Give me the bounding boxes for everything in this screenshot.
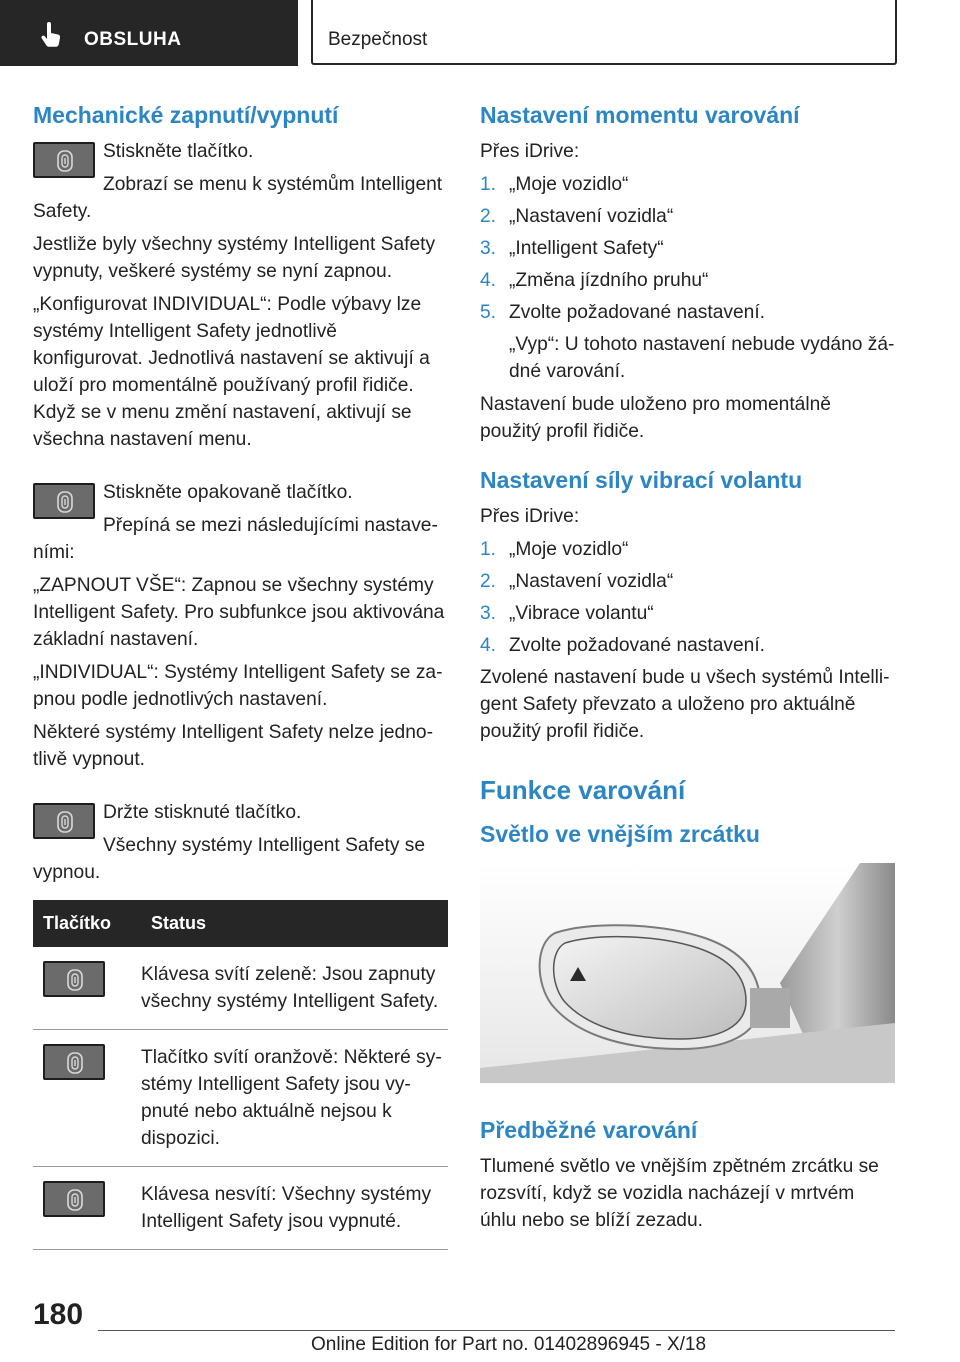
intelligent-safety-icon xyxy=(66,969,84,991)
intelligent-safety-icon xyxy=(56,811,74,833)
steps-list-2 xyxy=(480,536,895,659)
paragraph-1: Jestliže byly všechny systémy Intelligent Safety vypnuty, veškeré systémy se nyní zapnou. xyxy=(33,234,436,282)
tab-obsluha[interactable] xyxy=(0,0,298,69)
tab-obsluha-label: OBSLUHA xyxy=(84,29,182,50)
intelligent-safety-button-image xyxy=(43,961,105,997)
intelligent-safety-button-image xyxy=(43,1044,105,1080)
button-instruction-1 xyxy=(33,138,448,225)
paragraph-saved-2: Zvolené nastavení bude u všech systémů Intelligent Safety převzato a uloženo pro aktuálně použitý profil řidiče. xyxy=(480,667,890,742)
steps-list-1 xyxy=(480,171,895,326)
intelligent-safety-button-image xyxy=(33,483,95,519)
via-idrive-2: Přes iDrive: xyxy=(480,506,580,527)
list-item: 3. „Intelligent Safety“ xyxy=(480,238,664,259)
intelligent-safety-button-image xyxy=(33,803,95,839)
page-number: 180 xyxy=(33,1298,84,1331)
b2-line2: Přepíná se mezi následujícími nastaveními: xyxy=(33,515,438,563)
intelligent-safety-icon xyxy=(56,150,74,172)
button-instruction-2 xyxy=(33,479,448,566)
b3-line1: Držte stisknuté tlačítko. xyxy=(103,802,302,823)
col-header-status: Status xyxy=(141,900,448,947)
paragraph-4: „INDIVIDUAL“: Systémy Intelligent Safety se zapnou podle jednotlivých nastavení. xyxy=(33,662,443,710)
hand-pointer-icon xyxy=(38,22,64,48)
b3-line2: Všechny systémy Intelligent Safety se vypnou. xyxy=(33,835,426,883)
heading-pre-warning: Předběžné varování xyxy=(480,1117,698,1143)
table-row xyxy=(33,1030,448,1167)
status-text: Klávesa svítí zeleně: Jsou zapnuty všechny systémy Intelligent Safety. xyxy=(141,947,448,1030)
list-item: 2. „Nastavení vozidla“ xyxy=(480,206,674,227)
b1-line2: Zobrazí se menu k systémům Intelligent Safety. xyxy=(33,174,443,222)
status-text: Klávesa nesvítí: Všechny systémy Intelligent Safety jsou vypnuté. xyxy=(141,1167,448,1250)
heading-warning-functions: Funkce varování xyxy=(480,775,686,805)
chapter-tab-bar xyxy=(0,0,960,66)
list-item: 4. „Změna jízdního pruhu“ xyxy=(480,270,709,291)
footer-divider xyxy=(98,1330,895,1331)
table-row xyxy=(33,947,448,1030)
paragraph-5: Některé systémy Intelligent Safety nelze jednotlivě vypnout. xyxy=(33,722,433,770)
section-tab[interactable] xyxy=(311,0,897,65)
footer-edition: Online Edition for Part no. 01402896945 - X/18 xyxy=(311,1334,707,1355)
list-item: 2. „Nastavení vozidla“ xyxy=(480,571,674,592)
heading-vibration: Nastavení síly vibrací volantu xyxy=(480,467,803,493)
note-off: „Vyp“: U tohoto nastavení nebude vydáno žádné varování. xyxy=(509,334,895,382)
paragraph-3: „ZAPNOUT VŠE“: Zapnou se všechny systémy Intelligent Safety. Pro subfunkce jsou aktivována základní nastavení. xyxy=(33,575,445,650)
table-row xyxy=(33,1167,448,1250)
heading-warning-moment: Nastavení momentu varování xyxy=(480,102,800,128)
paragraph-2: „Konfigurovat INDIVIDUAL“: Podle výbavy lze systémy Intelligent Safety jednotlivě konfigurovat. Jednotlivá nastavení se aktivují a uloží pro momentálně používaný profil řidiče. Když se v menu změní nastavení, aktivují se všechna nastavení menu. xyxy=(33,294,430,450)
list-item: 1. „Moje vozidlo“ xyxy=(480,174,629,195)
button-instruction-3 xyxy=(33,799,448,886)
list-item: 3. „Vibrace volantu“ xyxy=(480,603,654,624)
side-mirror-illustration xyxy=(480,863,895,1083)
list-item: 4. Zvolte požadované nastavení. xyxy=(480,635,766,656)
intelligent-safety-icon xyxy=(56,491,74,513)
left-column xyxy=(33,100,448,1250)
heading-mechanical: Mechanické zapnutí/vypnutí xyxy=(33,102,339,128)
right-column xyxy=(480,100,895,1240)
b1-line1: Stiskněte tlačítko. xyxy=(103,141,254,162)
intelligent-safety-icon xyxy=(66,1189,84,1211)
col-header-button: Tlačítko xyxy=(33,900,141,947)
list-item: 5. Zvolte požadované nastavení. xyxy=(480,302,766,323)
b2-line1: Stiskněte opakovaně tlačítko. xyxy=(103,482,353,503)
via-idrive-1: Přes iDrive: xyxy=(480,141,580,162)
section-tab-label: Bezpečnost xyxy=(328,29,428,50)
intelligent-safety-icon xyxy=(66,1052,84,1074)
status-table xyxy=(33,900,448,1250)
status-text: Tlačítko svítí oranžově: Některé systémy Intelligent Safety jsou vypnuté nebo aktuálně nejsou k dispozici. xyxy=(141,1030,448,1167)
intelligent-safety-button-image xyxy=(33,142,95,178)
heading-mirror-light: Světlo ve vnějším zrcátku xyxy=(480,821,760,847)
list-item: 1. „Moje vozidlo“ xyxy=(480,539,629,560)
paragraph-saved: Nastavení bude uloženo pro momentálně použitý profil řidiče. xyxy=(480,394,831,442)
paragraph-pre-warning: Tlumené světlo ve vnějším zpětném zrcátku se rozsvítí, když se vozidla nacházejí v mrtvém úhlu nebo se blíží zezadu. xyxy=(480,1156,879,1231)
intelligent-safety-button-image xyxy=(43,1181,105,1217)
